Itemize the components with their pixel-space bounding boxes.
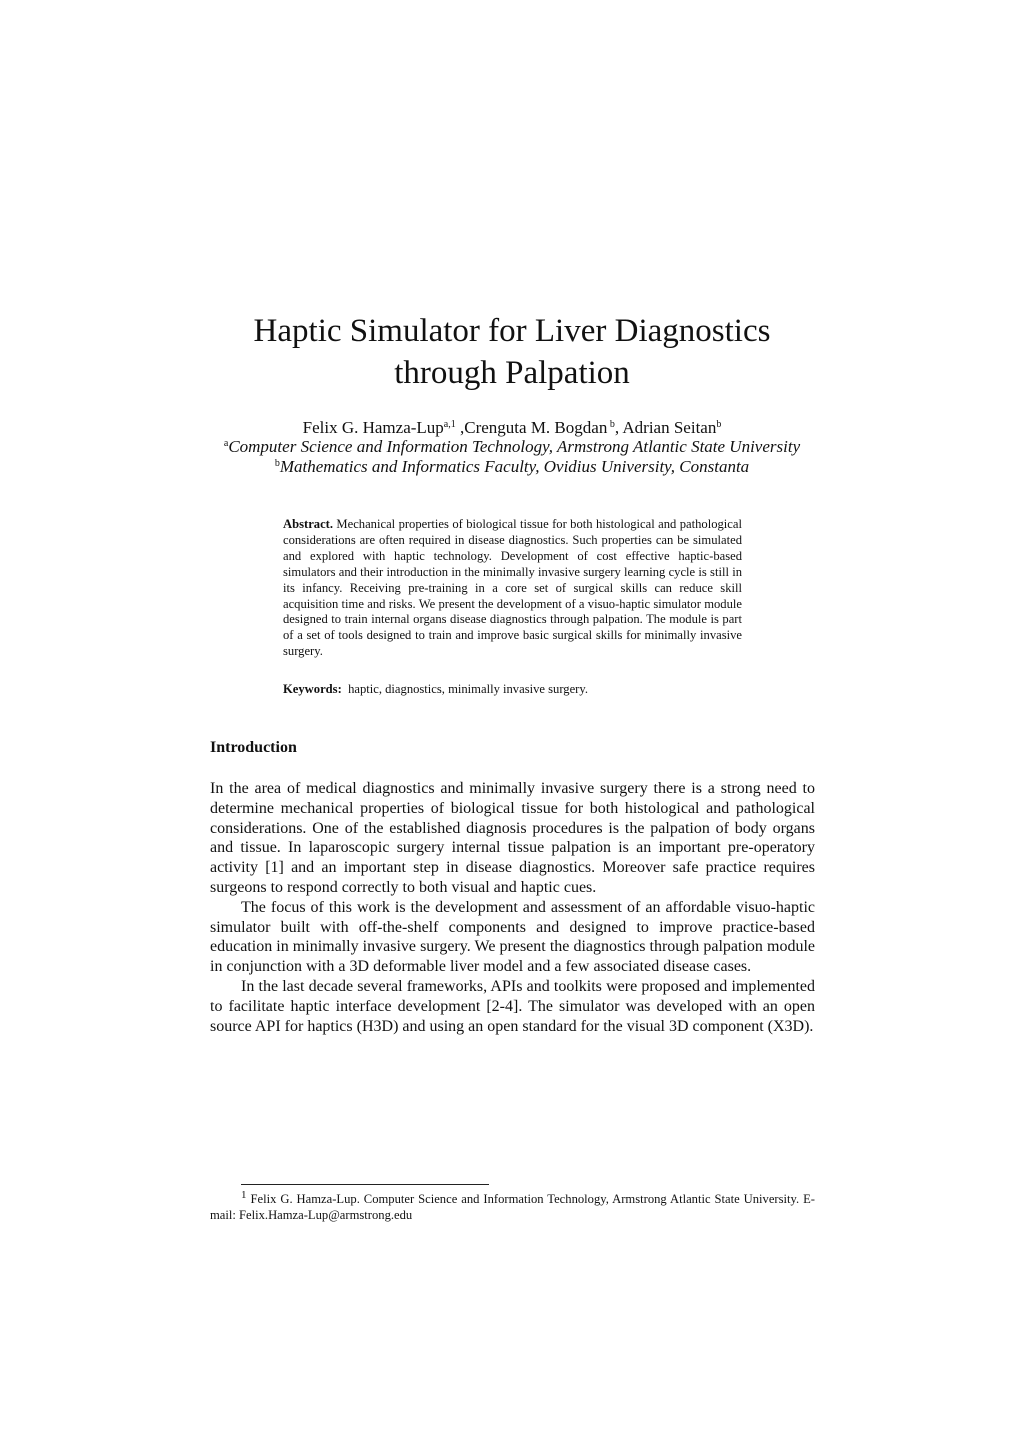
affiliation-mark: b [274,458,280,469]
author-affiliation-mark: a,1 [443,419,456,430]
section-heading-introduction: Introduction [210,739,297,756]
author-affiliation-mark: b [607,419,615,430]
abstract [283,517,742,660]
abstract-text: Mechanical properties of biological tissue for both histological and pathological considerations are often required in disease diagnostics. Such properties can be simulated and explored with haptic technology. Development of cost effective haptic-based simulators and their introduction in the minimally invasive surgery learning cycle is still in its infancy. Receiving pre-training in a core set of surgical skills can reduce skill acquisition time and risks. We present the development of a visuo-haptic simulator module designed to train internal organs disease diagnostics through palpation. The module is part of a set of tools designed to train and improve basic surgical skills for minimally invasive surgery. [283,517,742,659]
footnote [210,1191,815,1223]
body-paragraph: The focus of this work is the development and assessment of an affordable visuo-haptic simulator built with off-the-shelf components and designed to improve practice-based education in minimally invasive surgery. We present the diagnostics through palpation module in conjunction with a 3D deformable liver model and a few associated disease cases. [210,898,815,976]
author-name: , Adrian Seitan [614,418,717,437]
abstract-label: Abstract. [283,517,334,531]
footnote-divider [241,1184,489,1185]
introduction-body [210,779,815,1036]
keywords-text: haptic, diagnostics, minimally invasive surgery. [348,682,589,696]
affiliation-a [150,437,874,457]
author-list [150,418,874,438]
affiliation-b [150,457,874,477]
body-paragraph: In the area of medical diagnostics and minimally invasive surgery there is a strong need to determine mechanical properties of biological tissue for both histological and pathological considerations. One of the established diagnosis procedures is the palpation of body organs and tissue. In laparoscopic surgery internal tissue palpation is an important pre-operatory activity [1] and an important step in disease diagnostics. Moreover safe practice requires surgeons to respond correctly to both visual and haptic cues. [210,780,815,896]
author-name: Felix G. Hamza-Lup [302,418,444,437]
keywords-label: Keywords: [283,682,342,696]
title-line-1: Haptic Simulator for Liver Diagnostics [253,313,771,349]
body-paragraph: In the last decade several frameworks, APIs and toolkits were proposed and implemented to facilitate haptic interface development [2-4]. The simulator was developed with an open source API for haptics (H3D) and using an open standard for the visual 3D component (X3D). [210,977,815,1035]
author-name: ,Crenguta M. Bogdan [455,418,608,437]
affiliation-text: Computer Science and Information Technology, Armstrong Atlantic State University [228,437,801,456]
affiliation-text: Mathematics and Informatics Faculty, Ovidius University, Constanta [279,457,750,476]
keywords [283,681,742,697]
footnote-text: Felix G. Hamza-Lup. Computer Science and Information Technology, Armstrong Atlantic State University. E-mail: Felix.Hamza-Lup@armstrong.edu [210,1192,815,1222]
footnote-mark: 1 [241,1189,247,1201]
title-line-2: through Palpation [394,355,630,391]
author-affiliation-mark: b [716,419,722,430]
affiliation-mark: a [223,438,229,449]
paper-title [150,310,874,394]
